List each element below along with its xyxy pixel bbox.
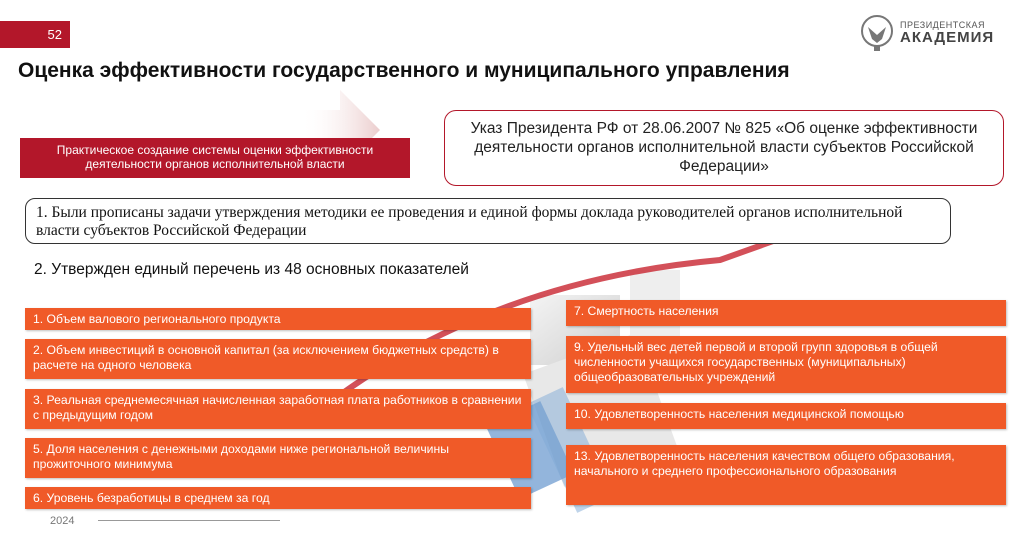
page-title: Оценка эффективности государственного и муниципального управления xyxy=(18,59,790,82)
footer-year: 2024 xyxy=(50,515,75,527)
item1-box: 1. Были прописаны задачи утверждения методики ее проведения и единой формы доклада руководителей органов исполнительной власти субъектов Российской Федерации xyxy=(25,198,951,244)
indicator-2: 2. Объем инвестиций в основной капитал (за исключением бюджетных средств) в расчете на одного человека xyxy=(25,339,531,379)
item2-text: 2. Утвержден единый перечень из 48 основных показателей xyxy=(34,261,469,278)
indicator-10: 10. Удовлетворенность населения медицинской помощью xyxy=(566,403,1006,429)
decree-box: Указ Президента РФ от 28.06.2007 № 825 «Об оценке эффективности деятельности органов исполнительной власти субъектов Российской Федерации» xyxy=(444,110,1004,186)
slide-number-text: 52 xyxy=(47,27,62,42)
indicator-5: 5. Доля населения с денежными доходами ниже региональной величины прожиточного минимума xyxy=(25,438,531,478)
indicator-7: 7. Смертность населения xyxy=(566,300,1006,326)
practice-box: Практическое создание системы оценки эффективности деятельности органов исполнительной власти xyxy=(20,138,410,178)
slide-number xyxy=(0,21,70,48)
indicator-13: 13. Удовлетворенность населения качеством общего образования, начального и среднего профессионального образования xyxy=(566,445,1006,505)
logo-line2: АКАДЕМИЯ xyxy=(900,29,995,46)
indicator-9: 9. Удельный вес детей первой и второй групп здоровья в общей численности учащихся государственных (муниципальных) общеобразовательных учреждений xyxy=(566,336,1006,393)
footer-divider xyxy=(98,520,280,521)
indicator-6: 6. Уровень безработицы в среднем за год xyxy=(25,487,531,509)
indicator-3: 3. Реальная среднемесячная начисленная заработная плата работников в сравнении с предыдущим годом xyxy=(25,389,531,429)
academy-logo xyxy=(860,10,1000,56)
logo-line1: ПРЕЗИДЕНТСКАЯ xyxy=(900,20,986,30)
indicator-1: 1. Объем валового регионального продукта xyxy=(25,308,531,330)
eagle-emblem-icon xyxy=(860,13,894,53)
